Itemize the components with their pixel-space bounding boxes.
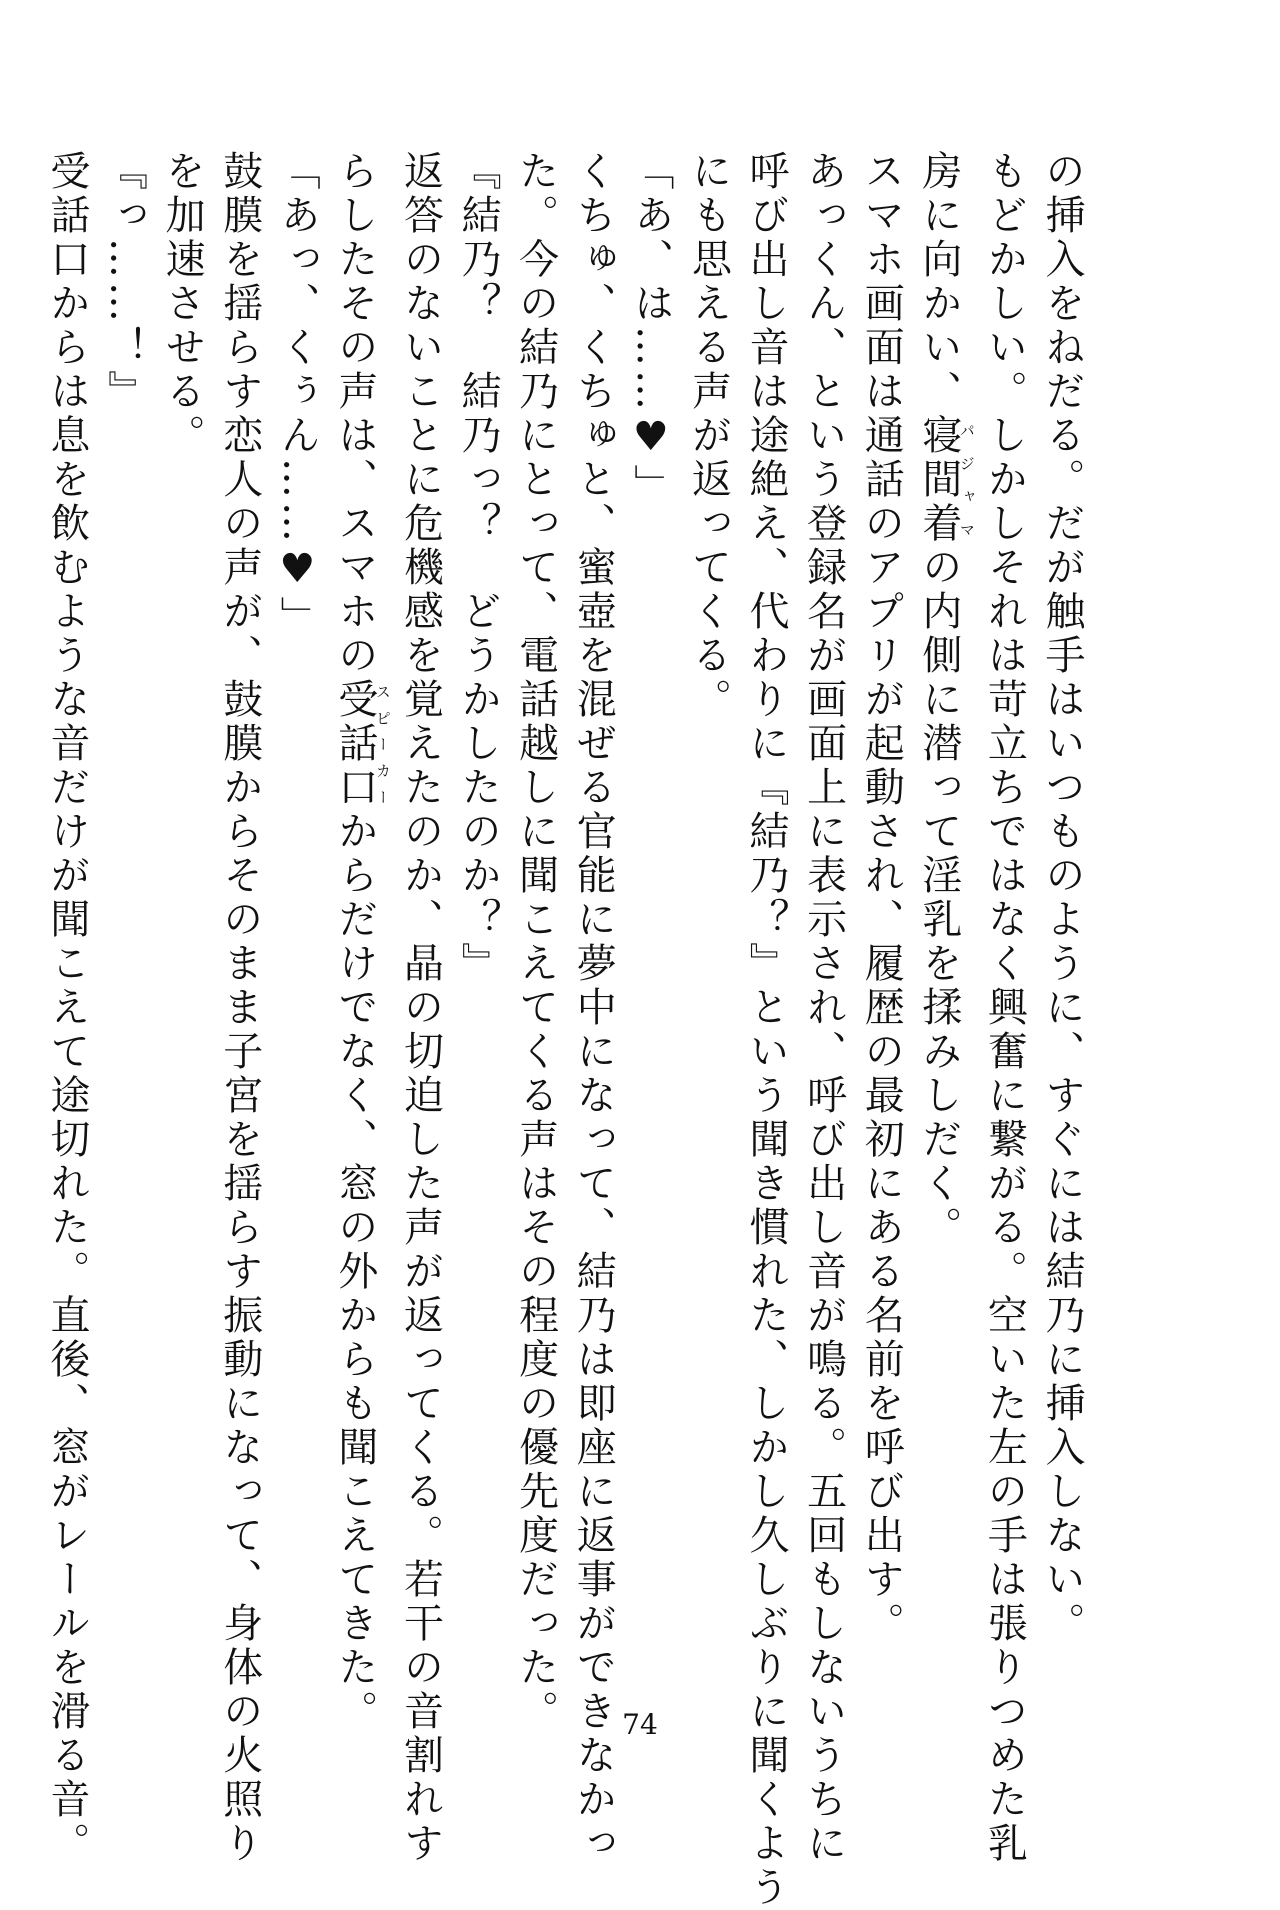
text-column-2: もどかしい。しかしそれは苛立ちではなく興奮に繋がる。空いた左の手は張りつめた乳 — [981, 150, 1028, 1866]
text-column-13: らしたその声は、スマホの受話口スピーカーからだけでなく、窓の外からも聞こえてきた。 — [331, 150, 392, 1734]
text-column-8: 「あ、は……♥」 — [627, 150, 674, 508]
text-column-17: 『っ……！』 — [101, 150, 148, 414]
text-column-11: 『結乃？ 結乃っ？ どうかしたのか？』 — [455, 150, 502, 986]
text-column-9: くちゅ、くちゅと、蜜壺を混ぜる官能に夢中になって、結乃は即座に返事ができなかっ — [570, 150, 617, 1866]
ruby-pajama: 寝間着パジャマ — [915, 414, 976, 546]
text-column-18: 受話口からは息を飲むような音だけが聞こえて途切れた。直後、窓がレールを滑る音。 — [43, 150, 90, 1866]
page-number: 74 — [622, 1708, 658, 1741]
text-column-15: 鼓膜を揺らす恋人の声が、鼓膜からそのまま子宮を揺らす振動になって、身体の火照り — [216, 150, 263, 1866]
text-column-7: にも思える声が返ってくる。 — [685, 150, 732, 722]
ruby-speaker: 受話口スピーカー — [331, 678, 392, 810]
text-column-1: の挿入をねだる。だが触手はいつものように、すぐには結乃に挿入しない。 — [1039, 150, 1085, 1646]
text-column-4: スマホ画面は通話のアプリが起動され、履歴の最初にある名前を呼び出す。 — [858, 150, 905, 1646]
text-column-5: あっくん、という登録名が画面上に表示され、呼び出し音が鳴る。五回もしないうちに — [800, 150, 847, 1866]
text-column-10: た。今の結乃にとって、電話越しに聞こえてくる声はその程度の優先度だった。 — [512, 150, 559, 1734]
text-column-16: を加速させる。 — [159, 150, 206, 458]
text-column-12: 返答のないことに危機感を覚えたのか、晶の切迫した声が返ってくる。若干の音割れす — [397, 150, 444, 1866]
text-column-3: 房に向かい、寝間着パジャマの内側に潜って淫乳を揉みしだく。 — [915, 150, 976, 1250]
text-column-14: 「あっ、くぅん……♥」 — [274, 150, 321, 640]
text-column-6: 呼び出し音は途絶え、代わりに『結乃？』という聞き慣れた、しかし久しぶりに聞くよう — [743, 150, 790, 1910]
